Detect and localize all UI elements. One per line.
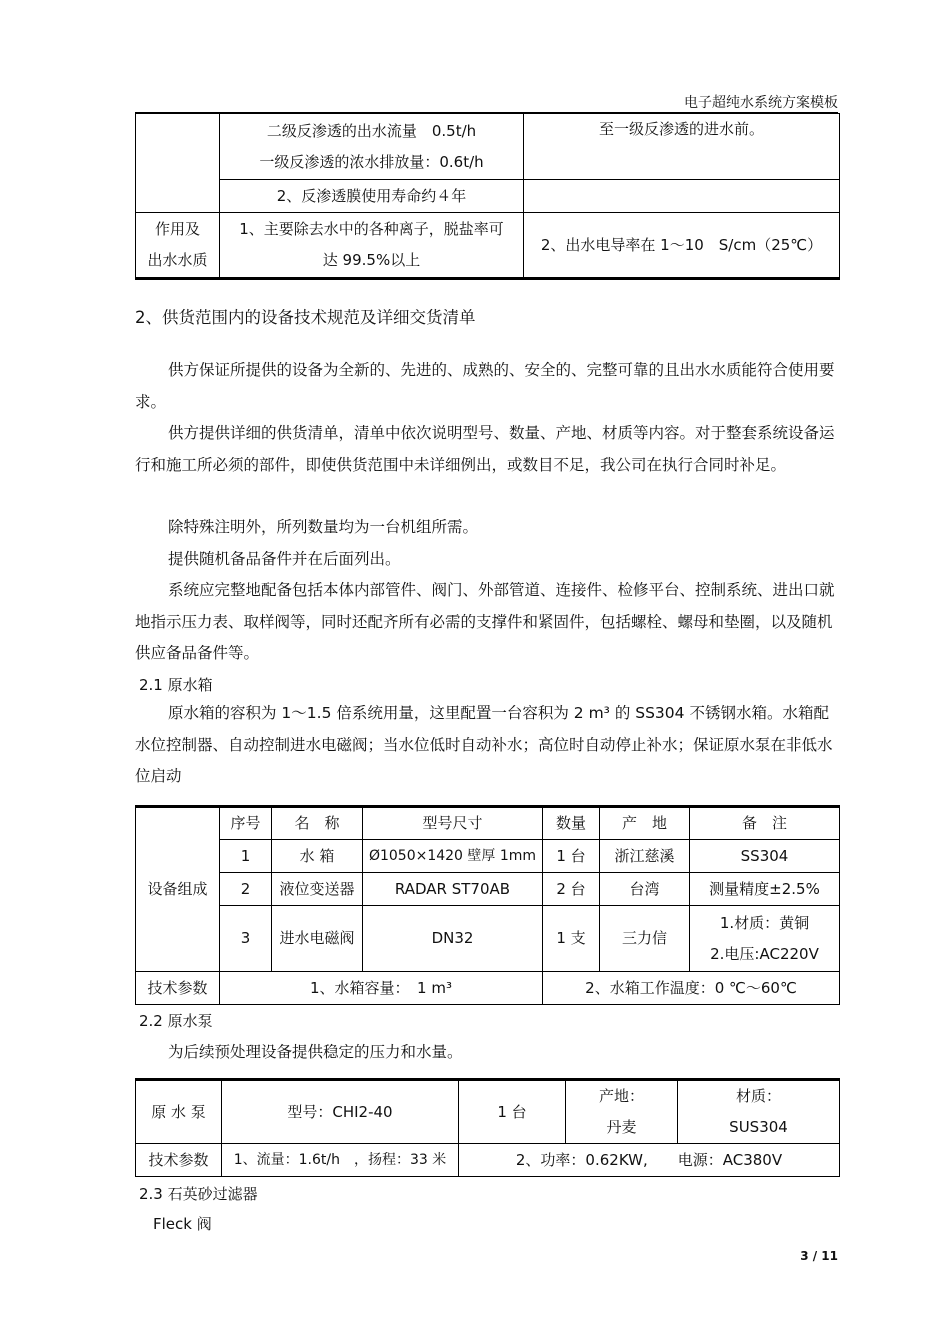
paragraph-2: 供方提供详细的供货清单，清单中依次说明型号、数量、产地、材质等内容。对于整套系统设备运行和施工所必须的部件，即使供货范围中未详细例出，或数目不足，我公司在执行合同时补足。	[135, 424, 835, 474]
pump-model: 型号：CHI2-40	[222, 1080, 459, 1144]
section-heading: 2、供货范围内的设备技术规范及详细交货清单	[135, 308, 476, 327]
origin-label: 产地：	[598, 1087, 644, 1105]
cell-qty: 1 台	[543, 840, 600, 873]
cell-model: DN32	[363, 906, 543, 972]
section-2-2-paragraph: 为后续预处理设备提供稳定的压力和水量。	[168, 1043, 463, 1061]
ro-table	[135, 113, 840, 280]
section-2-3-title: 2.3 石英砂过滤器	[139, 1185, 258, 1203]
cell-model: RADAR ST70AB	[363, 873, 543, 906]
tech-capacity: 1、水箱容量： 1 m³	[220, 972, 543, 1005]
ro-flow-cell	[220, 114, 524, 180]
ro-flow-right: 至一级反渗透的进水前。	[524, 114, 840, 180]
cell-index: 2	[220, 873, 272, 906]
ro-label-line1: 作用及	[154, 220, 200, 238]
ro-flow-line2: 一级反渗透的浓水排放量：0.6t/h	[259, 152, 484, 171]
pump-origin	[566, 1080, 678, 1144]
cell-note: 测量精度±2.5%	[690, 873, 840, 906]
section-2-2-title: 2.2 原水泵	[139, 1012, 213, 1030]
paragraph-3: 除特殊注明外，所列数量均为一台机组所需。	[168, 518, 479, 536]
cell-name: 液位变送器	[272, 873, 363, 906]
col-header-origin: 产 地	[600, 807, 690, 840]
pump-name: 原 水 泵	[136, 1080, 222, 1144]
col-header-name: 名 称	[272, 807, 363, 840]
col-header-model: 型号尺寸	[363, 807, 543, 840]
pump-qty: 1 台	[459, 1080, 566, 1144]
page-header: 电子超纯水系统方案模板	[684, 95, 838, 111]
section-2-1-title: 2.1 原水箱	[139, 676, 213, 694]
col-header-note: 备 注	[690, 807, 840, 840]
cell-qty: 1 支	[543, 906, 600, 972]
group-label: 设备组成	[136, 807, 220, 972]
paragraph-4: 提供随机备品备件并在后面列出。	[168, 550, 401, 568]
cell-model: Ø1050×1420 壁厚 1mm	[363, 840, 543, 873]
cell-name: 水 箱	[272, 840, 363, 873]
cell-origin: 浙江慈溪	[600, 840, 690, 873]
material-value: SUS304	[729, 1118, 788, 1136]
table-row	[136, 906, 840, 972]
paragraph-5: 系统应完整地配备包括本体内部管件、阀门、外部管道、连接件、检修平台、控制系统、进出口就地指示压力表、取样阀等，同时还配齐所有必需的支撑件和紧固件，包括螺栓、螺母和垫圈，以及随机供应备品备件等。	[135, 581, 835, 662]
note-line2: 2.电压:AC220V	[710, 944, 819, 963]
cell-index: 1	[220, 840, 272, 873]
cell-note	[690, 906, 840, 972]
table-row	[136, 840, 840, 873]
section-2-3-sub: Fleck 阀	[153, 1215, 212, 1233]
ro-life-cell: 2、反渗透膜使用寿命约４年	[220, 180, 524, 213]
ro-conductivity-cell: 2、出水电导率在 1～10 S/cm（25℃）	[524, 213, 840, 279]
pump-tech-label: 技术参数	[136, 1144, 222, 1177]
pump-tech-power: 2、功率：0.62KW, 电源：AC380V	[459, 1144, 840, 1177]
pump-tech-flow: 1、流量：1.6t/h ，扬程：33 米	[222, 1144, 459, 1177]
col-header-index: 序号	[220, 807, 272, 840]
note-line1: 1.材质：黄铜	[719, 913, 810, 932]
water-pump-table	[135, 1078, 840, 1177]
origin-value: 丹麦	[606, 1118, 637, 1136]
ro-function-line1: 1、主要除去水中的各种离子，脱盐率可	[239, 220, 504, 238]
water-tank-table	[135, 805, 840, 1005]
section-2-1-paragraph: 原水箱的容积为 1～1.5 倍系统用量，这里配置一台容积为 2 m³ 的 SS304 不锈钢水箱。水箱配水位控制器、自动控制进水电磁阀；当水位低时自动补水；高位时自动停止补水；保证原水泵在非低水位启动	[135, 704, 833, 785]
ro-function-line2: 达 99.5%以上	[322, 251, 421, 269]
cell-origin: 三力信	[600, 906, 690, 972]
tech-label: 技术参数	[136, 972, 220, 1005]
table-row	[136, 873, 840, 906]
ro-label-line2: 出水水质	[147, 251, 208, 269]
ro-empty-right	[524, 180, 840, 213]
cell-name: 进水电磁阀	[272, 906, 363, 972]
tech-temperature: 2、水箱工作温度：0 ℃～60℃	[543, 972, 840, 1005]
paragraph-1: 供方保证所提供的设备为全新的、先进的、成熟的、安全的、完整可靠的且出水水质能符合使用要求。	[135, 361, 835, 411]
cell-qty: 2 台	[543, 873, 600, 906]
page-number: 3 / 11	[800, 1249, 838, 1263]
ro-flow-line1: 二级反渗透的出水流量 0.5t/h	[266, 121, 477, 140]
cell-note: SS304	[690, 840, 840, 873]
ro-empty-cell	[136, 114, 220, 213]
material-label: 材质：	[735, 1087, 781, 1105]
col-header-qty: 数量	[543, 807, 600, 840]
cell-index: 3	[220, 906, 272, 972]
pump-material	[678, 1080, 840, 1144]
ro-label-cell	[136, 213, 220, 279]
cell-origin: 台湾	[600, 873, 690, 906]
ro-function-cell	[220, 213, 524, 279]
